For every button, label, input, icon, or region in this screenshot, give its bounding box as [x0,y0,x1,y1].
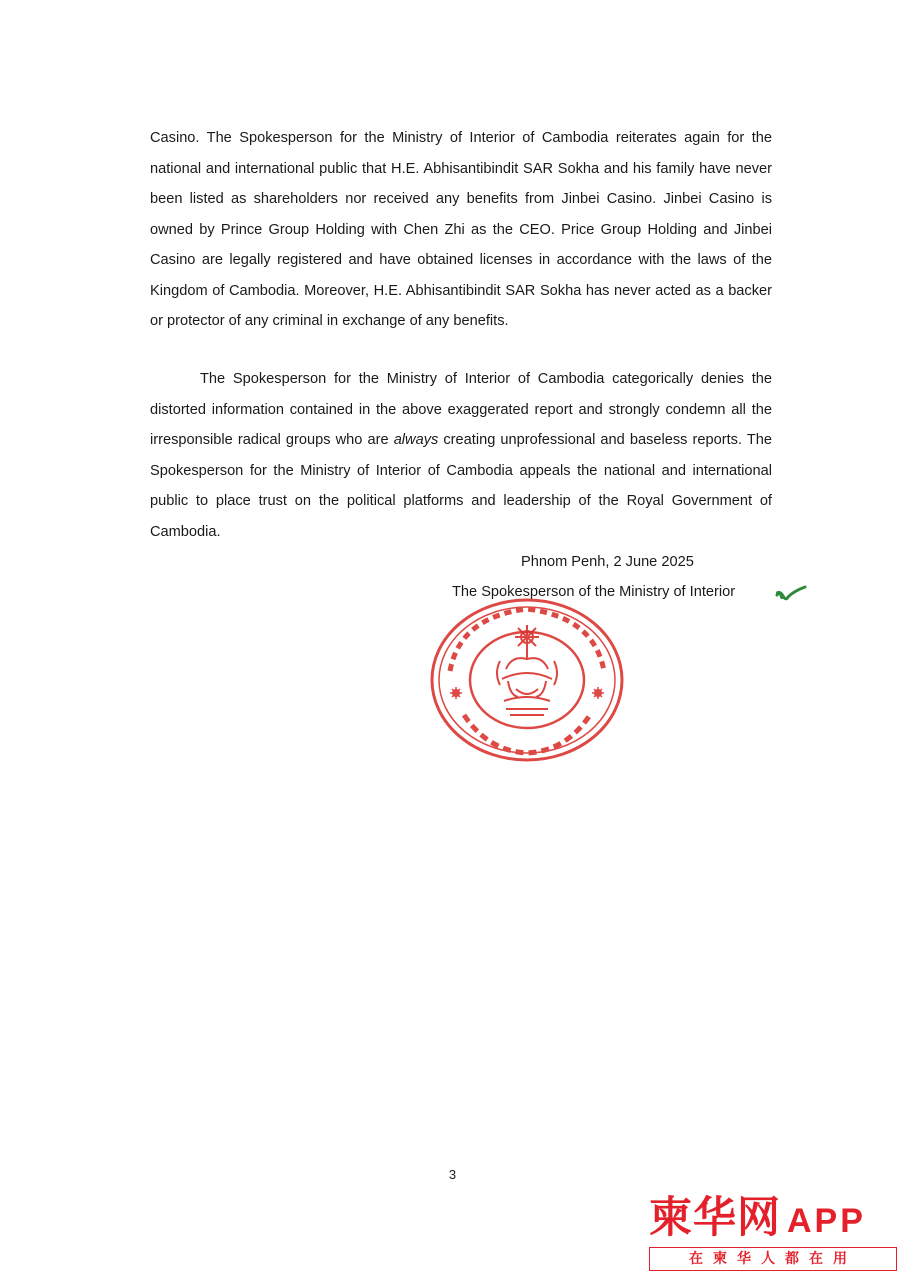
paragraph-2-text-a: The Spokesperson for the Ministry of Interior of Cambodia categorically denies the distorted information contained in the above exaggerated report and strongly condemn all the irresponsible radical groups who are [150,371,772,448]
page-number: 3 [448,1167,457,1182]
place-and-date: Phnom Penh, 2 June 2025 [521,554,694,570]
check-mark-icon [774,585,808,603]
signatory-title: The Spokesperson of the Ministry of Interior [452,584,736,600]
body-paragraph-2 [150,364,772,547]
watermark-brand-suffix: APP [787,1202,866,1240]
paragraph-2-text-b: creating unprofessional and baseless reports. The Spokesperson for the Ministry of Interior of Cambodia appeals the national and international public to place trust on the political platforms and leadership of the Royal Government of Cambodia. [150,432,772,540]
watermark-brand-name: 柬华网 [649,1193,781,1243]
watermark-logo [645,1193,901,1275]
official-seal-icon [428,597,626,763]
body-paragraph-1: Casino. The Spokesperson for the Ministry of Interior of Cambodia reiterates again for the national and international public that H.E. Abhisantibindit SAR Sokha and his family have never been listed as shareholders nor received any benefits from Jinbei Casino. Jinbei Casino is owned by Prince Group Holding with Chen Zhi as the CEO. Price Group Holding and Jinbei Casino are legally registered and have obtained licenses in accordance with the laws of the Kingdom of Cambodia. Moreover, H.E. Abhisantibindit SAR Sokha has never acted as a backer or protector of any criminal in exchange of any benefits. [150,130,772,329]
paragraph-2-emphasis: always [393,432,439,448]
watermark-title [649,1193,866,1253]
watermark-tagline: 在柬华人都在用 [649,1247,897,1271]
